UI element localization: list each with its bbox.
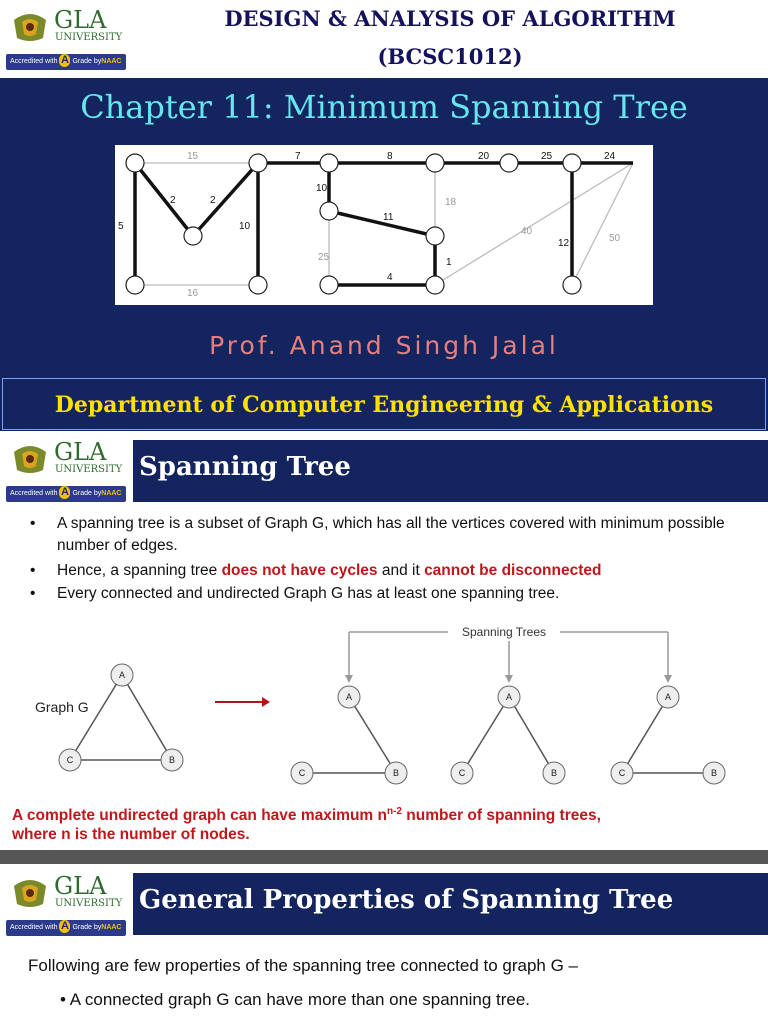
accreditation-badge: Accredited with A Grade byNAAC (6, 920, 126, 936)
svg-text:Spanning Trees: Spanning Trees (461, 625, 547, 639)
svg-text:24: 24 (604, 151, 616, 162)
svg-text:C: C (298, 768, 306, 778)
property-bullet-1: • A connected graph G can have more than one spanning tree. (60, 990, 531, 1009)
svg-text:C: C (458, 768, 466, 778)
svg-text:10: 10 (239, 221, 251, 232)
chapter-title: Chapter 11: Minimum Spanning Tree (80, 88, 688, 126)
logo-name: GLA (54, 872, 107, 900)
accreditation-badge: Accredited with A Grade byNAAC (6, 486, 126, 502)
slide-title-bar-3 (133, 873, 768, 935)
svg-text:10: 10 (316, 183, 328, 194)
accreditation-badge: Accredited with A Grade byNAAC (6, 54, 126, 70)
emblem-icon (10, 442, 50, 476)
svg-text:50: 50 (609, 233, 621, 244)
slide-title-bar (133, 440, 768, 502)
university-logo (6, 8, 126, 66)
svg-text:B: B (710, 768, 718, 778)
logo-university: UNIVERSITY (55, 464, 123, 475)
svg-text:A: A (664, 692, 672, 702)
svg-text:11: 11 (383, 212, 394, 223)
course-code: (BCSC1012) (377, 44, 523, 69)
svg-text:B: B (550, 768, 558, 778)
professor-name: Prof. Anand Singh Jalal (209, 331, 559, 360)
logo-university: UNIVERSITY (55, 898, 123, 909)
svg-text:C: C (618, 768, 626, 778)
note-line-2: where n is the number of nodes. (12, 826, 250, 843)
svg-text:4: 4 (387, 272, 393, 283)
svg-text:16: 16 (187, 288, 199, 299)
graph-g-label: Graph G (35, 699, 89, 715)
svg-text:18: 18 (445, 197, 457, 208)
svg-text:A: A (345, 692, 353, 702)
logo-university: UNIVERSITY (55, 32, 123, 43)
note-line-1: A complete undirected graph can have maximum $n^{n-2}$ number of spanning trees, (12, 806, 601, 825)
slide-separator (0, 850, 768, 864)
svg-text:B: B (392, 768, 400, 778)
emblem-icon (10, 10, 50, 44)
mst-graph-figure (115, 145, 653, 305)
course-title: DESIGN & ANALYSIS OF ALGORITHM (224, 6, 676, 31)
department-name: Department of Computer Engineering & Applications (54, 392, 714, 418)
slide-title: General Properties of Spanning Tree (139, 885, 674, 915)
title-slide (0, 0, 768, 432)
svg-text:1: 1 (446, 257, 452, 268)
arrow-right-icon (262, 697, 270, 707)
svg-text:2: 2 (210, 195, 216, 206)
emblem-icon (10, 876, 50, 910)
svg-text:20: 20 (478, 151, 490, 162)
intro-text: Following are few properties of the spanning tree connected to graph G – (28, 956, 579, 975)
svg-text:15: 15 (187, 151, 199, 162)
slide-title: Spanning Tree (139, 452, 351, 482)
svg-text:25: 25 (318, 252, 330, 263)
svg-text:25: 25 (541, 151, 553, 162)
svg-text:A: A (505, 692, 513, 702)
mst-graph (115, 145, 653, 305)
university-logo-2 (6, 440, 126, 498)
logo-name: GLA (54, 438, 107, 466)
svg-text:5: 5 (118, 221, 124, 232)
logo-name: GLA (54, 6, 107, 34)
svg-text:7: 7 (295, 151, 301, 162)
svg-text:A: A (118, 670, 126, 680)
svg-text:12: 12 (558, 238, 570, 249)
svg-text:40: 40 (521, 226, 533, 237)
svg-text:8: 8 (387, 151, 393, 162)
svg-text:C: C (66, 755, 74, 765)
spanning-tree-diagram (0, 615, 768, 800)
university-logo-3 (6, 874, 126, 932)
svg-text:B: B (168, 755, 176, 765)
svg-text:2: 2 (170, 195, 176, 206)
